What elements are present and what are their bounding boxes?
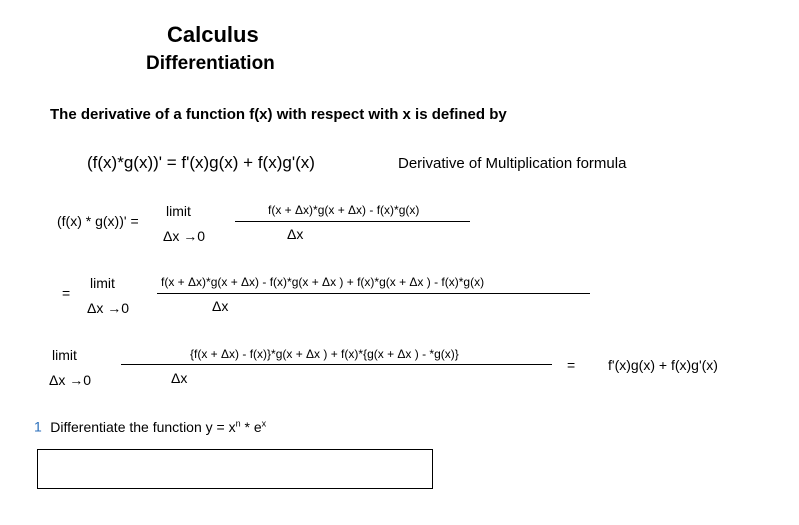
step1-numerator: f(x + Δx)*g(x + Δx) - f(x)*g(x): [268, 203, 420, 217]
step2-fraction-bar: [157, 293, 590, 294]
question-number: 1: [34, 418, 42, 435]
question-text: Differentiate the function $y = x^n * e^x$: [50, 418, 267, 435]
page-title: Calculus: [167, 22, 259, 47]
step2-denominator: Δx: [212, 298, 229, 314]
page-subtitle: Differentiation: [146, 53, 275, 74]
product-rule-formula: (f(x)*g(x))' = f'(x)g(x) + f(x)g'(x): [87, 153, 315, 172]
step2-eq: =: [62, 285, 71, 301]
step3-fraction-bar: [121, 364, 552, 365]
step1-denominator: Δx: [287, 226, 304, 242]
step1-limit-word: limit: [166, 203, 191, 219]
step1-fraction-bar: [235, 221, 470, 222]
step3-numerator: {f(x + Δx) - f(x)}*g(x + Δx ) + f(x)*{g(x + Δx ) - *g(x)}: [190, 347, 459, 361]
question-1: [34, 418, 266, 437]
step3-limit-word: limit: [52, 347, 77, 363]
step3-limit-sub: Δx →0: [49, 372, 92, 388]
step1-lhs: (f(x) * g(x))' =: [57, 213, 139, 229]
step1-limit-sub: Δx →0: [163, 228, 206, 244]
step3-result: f'(x)g(x) + f(x)g'(x): [608, 357, 718, 373]
answer-box[interactable]: [37, 449, 433, 489]
step3-denominator: Δx: [171, 370, 188, 386]
intro-text: The derivative of a function f(x) with respect with x is defined by: [50, 106, 507, 123]
product-rule-label: Derivative of Multiplication formula: [398, 155, 627, 172]
answer-input[interactable]: [38, 450, 432, 488]
step3-eq: =: [567, 357, 576, 373]
step2-limit-sub: Δx →0: [87, 300, 130, 316]
step2-numerator: f(x + Δx)*g(x + Δx) - f(x)*g(x + Δx ) + f(x)*g(x + Δx ) - f(x)*g(x): [161, 275, 485, 289]
step2-limit-word: limit: [90, 275, 115, 291]
